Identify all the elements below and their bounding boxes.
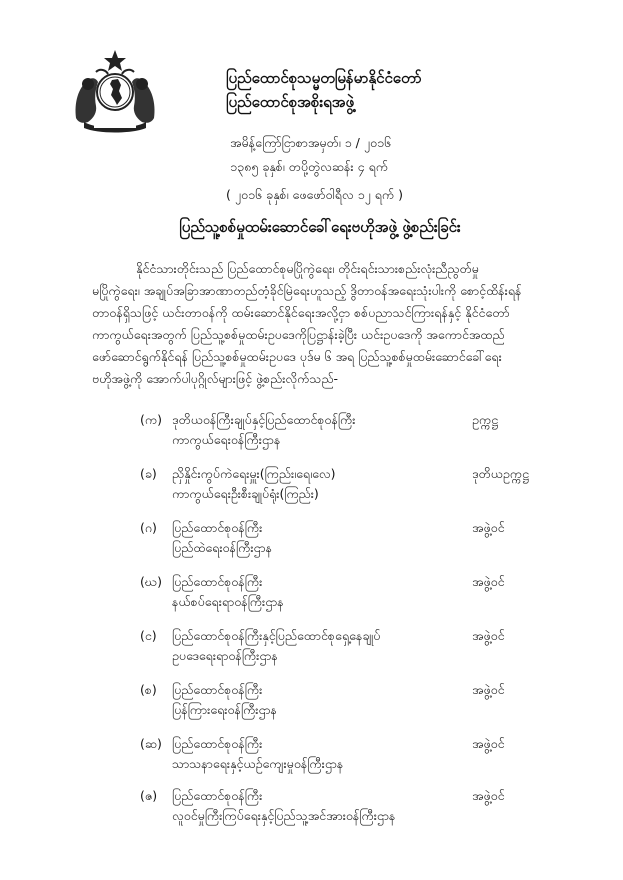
member-ministry: သာသနာရေးနှင့်ယဉ်ကျေးမှုဝန်ကြီးဌာန <box>172 756 344 771</box>
member-number: (က) <box>140 412 162 427</box>
member-number: (င) <box>140 628 157 643</box>
member-role: အဖွဲ့ဝင် <box>472 682 505 697</box>
paragraph-line: မပြိုကွဲရေး၊ အချုပ်အခြာအာဏာတည်တံ့ခိုင်မြဲရေးဟူသည့် ဒွိတာဝန်အရေးသုံးပါးကို စောင့်ထိန်းရန် <box>92 283 522 298</box>
paragraph-line: တာဝန်ရှိသဖြင့် ယင်းတာဝန်ကို ထမ်းဆောင်နိုင်ရေးအလို့ငှာ စစ်ပညာသင်ကြားရန်နှင့် နိုင်ငံတော် <box>92 305 510 320</box>
member-role: အဖွဲ့ဝင် <box>472 736 505 751</box>
member-item <box>92 788 562 828</box>
member-item <box>92 466 562 506</box>
myanmar-date: ၁၃၈၅ ခုနှစ်၊ တပို့တွဲလဆန်း ၄ ရက် <box>230 159 388 174</box>
gregorian-date: ( ၂၀၁၆ ခုနှစ်၊ ဖေဖော်ဝါရီလ ၁၂ ရက် ) <box>226 187 403 202</box>
member-role: အဖွဲ့ဝင် <box>472 628 505 643</box>
member-item <box>92 682 562 722</box>
paragraph-line: ဗဟိုအဖွဲ့ကို အောက်ပါပုဂ္ဂိုလ်များဖြင့် ဖွဲ့စည်းလိုက်သည်- <box>92 371 339 386</box>
member-ministry: ပြန်ကြားရေးဝန်ကြီးဌာန <box>172 702 278 717</box>
member-number: (ဂ) <box>140 520 157 535</box>
member-number: (ဃ) <box>140 574 162 589</box>
member-item <box>92 574 562 614</box>
paragraph-line: ကာကွယ်ရေးအတွက် ပြည်သူ့စစ်မှုထမ်းဥပဒေကိုပြဋ္ဌာန်းခဲ့ပြီး ယင်းဥပဒေကို အကောင်အထည် <box>92 327 505 342</box>
state-seal-emblem <box>70 48 160 134</box>
member-title: ပြည်ထောင်စုဝန်ကြီး <box>172 520 263 535</box>
member-number: (ခ) <box>140 466 157 481</box>
member-ministry: ကာကွယ်ရေးဝန်ကြီးဌာန <box>172 432 281 447</box>
member-title: ပြည်ထောင်စုဝန်ကြီးနှင့်ပြည်ထောင်စုရှေ့နေချုပ် <box>172 628 381 643</box>
member-item <box>92 520 562 560</box>
order-number: အမိန့်ကြော်ငြာစာအမှတ်၊ ၁ / ၂၀၁၆ <box>230 135 392 150</box>
member-title: ပြည်ထောင်စုဝန်ကြီး <box>172 736 263 751</box>
paragraph-line: ဖော်ဆောင်ရွက်နိုင်ရန် ပြည်သူ့စစ်မှုထမ်းဥပဒေ ပုဒ်မ ၆ အရ ပြည်သူ့စစ်မှုထမ်းဆောင်ခေါ်ရေး <box>92 349 502 364</box>
header-line-1: ပြည်ထောင်စုသမ္မတမြန်မာနိုင်ငံတော် <box>226 69 422 87</box>
member-title: ပြည်ထောင်စုဝန်ကြီး <box>172 574 263 589</box>
member-number: (ဇ) <box>140 788 158 803</box>
member-ministry: ပြည်ထဲရေးဝန်ကြီးဌာန <box>172 540 273 555</box>
member-number: (ဆ) <box>140 736 162 751</box>
member-title: ညှိနှိုင်းကွပ်ကဲရေးမှူး(ကြည်း၊ရေ၊လေ) <box>172 466 336 481</box>
member-title: ဒုတိယဝန်ကြီးချုပ်နှင့်ပြည်ထောင်စုဝန်ကြီး <box>172 412 356 427</box>
paragraph-line: နိုင်ငံသားတိုင်းသည် ပြည်ထောင်စုမပြိုကွဲရေး၊ တိုင်းရင်းသားစည်းလုံးညီညွတ်မှု <box>136 261 479 276</box>
member-role: အဖွဲ့ဝင် <box>472 788 505 803</box>
member-item <box>92 628 562 668</box>
member-title: ပြည်ထောင်စုဝန်ကြီး <box>172 682 263 697</box>
member-item <box>92 412 562 452</box>
member-role: ဥက္ကဋ္ဌ <box>472 412 498 427</box>
body-paragraph <box>92 258 554 390</box>
header-line-2: ပြည်ထောင်စုအစိုးရအဖွဲ့ <box>226 93 355 111</box>
member-role: အဖွဲ့ဝင် <box>472 574 505 589</box>
member-title: ပြည်ထောင်စုဝန်ကြီး <box>172 788 263 803</box>
member-ministry: ကာကွယ်ရေးဦးစီးချုပ်ရုံး(ကြည်း) <box>172 486 319 501</box>
member-ministry: ဥပဒေရေးရာဝန်ကြီးဌာန <box>172 648 278 663</box>
member-role: အဖွဲ့ဝင် <box>472 520 505 535</box>
member-ministry: နယ်စပ်ရေးရာဝန်ကြီးဌာန <box>172 594 284 609</box>
document-title: ပြည်သူ့စစ်မှုထမ်းဆောင်ခေါ်ရေးဗဟိုအဖွဲ့ ဖွဲ့စည်းခြင်း <box>179 218 461 236</box>
member-item <box>92 736 562 776</box>
member-number: (စ) <box>140 682 157 697</box>
member-ministry: လူဝင်မှုကြီးကြပ်ရေးနှင့်ပြည်သူ့အင်အားဝန်ကြီးဌာန <box>172 808 396 823</box>
member-role: ဒုတိယဥက္ကဋ္ဌ <box>472 466 529 481</box>
